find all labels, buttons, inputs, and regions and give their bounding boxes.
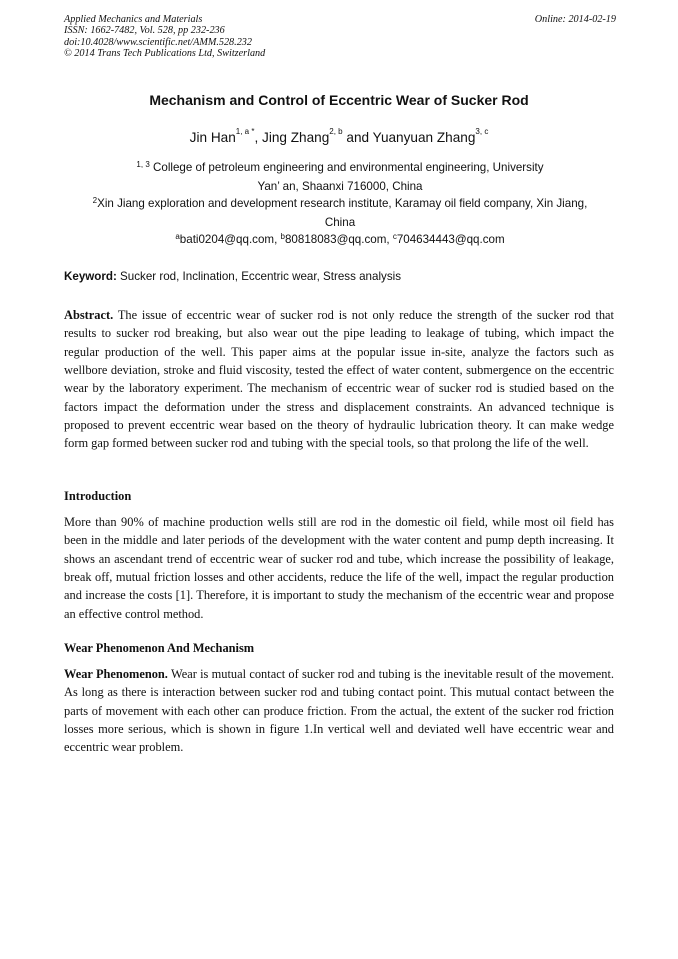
email-link[interactable]: bati0204@qq.com: [179, 233, 275, 246]
section-heading-wear: Wear Phenomenon And Mechanism: [64, 641, 255, 655]
author-name: Jin Han: [189, 130, 236, 145]
author-sup: 2, b: [329, 127, 343, 136]
journal-doi: doi:10.4028/www.scientific.net/AMM.528.232: [64, 36, 252, 48]
section-heading-introduction: Introduction: [64, 489, 132, 503]
affiliation-1: $^{1, 3}$ College of petroleum engineering and environmental engineering, University Yan’ an, Shaanxi 716000, China: [136, 160, 544, 193]
author-name: Jing Zhang: [262, 130, 330, 145]
paper-title: Mechanism and Control of Eccentric Wear of Sucker Rod: [149, 92, 529, 108]
abstract-text: The issue of eccentric wear of sucker rod is not only reduce the strength of the sucker rod that results to sucker rod breaking, but also wear out the pipe leading to leakage of tubing, which impact the regular production of the well. This paper aims at the popular issue in-site, analyze the factors such as wellbore deviation, stroke and fluid viscosity, tested the effect of water content, submergence on the eccentric wear by the laboratory experiment. The mechanism of eccentric wear of sucker rod is studied based on the factors impact the deformation under the stress and displacement constraints. An advanced technique is proposed to prevent eccentric wear based on the theory of hydraulic lubrication theory. It can make wedge form gap formed between sucker rod and tubing with the special tools, so that prolong the life of the well.: [64, 308, 614, 451]
journal-issn: ISSN: 1662-7482, Vol. 528, pp 232-236: [64, 25, 225, 37]
author-list: Jin Han$^{1, a *}$, Jing Zhang$^{2, b}$ and Yuanyuan Zhang$^{3, c}$: [189, 127, 489, 145]
email-link[interactable]: 80818083@qq.com: [284, 233, 387, 246]
affiliation-sup: 1, 3: [136, 160, 150, 169]
wear-text: Wear is mutual contact of sucker rod and tubing is the inevitable result of the movement. As long as there is interaction between sucker rod and tubing contact point. This mutual contact between the parts of movement with each other can produce friction. From the actual, the extent of the sucker rod friction losses more serious, which is shown in figure 1.In vertical well and deviated well have eccentric wear and eccentric wear problem.: [64, 667, 615, 755]
affiliation-2: $^2$Xin Jiang exploration and development research institute, Karamay oil field company, Xin Jiang, China: [92, 196, 588, 229]
journal-name: Applied Mechanics and Materials: [64, 14, 203, 25]
abstract-label: Abstract.: [64, 308, 114, 322]
keywords: [64, 270, 401, 283]
abstract: [64, 306, 614, 453]
keywords-text: Sucker rod, Inclination, Eccentric wear, Stress analysis: [116, 270, 401, 283]
email-link[interactable]: 704634443@qq.com: [396, 233, 505, 246]
author-sup: 1, a *: [235, 127, 255, 136]
online-date: Online: 2014-02-19: [534, 14, 616, 25]
affiliation-sup: 2: [92, 196, 98, 205]
author-sup: 3, c: [475, 127, 489, 136]
introduction-paragraph: More than 90% of machine production wells still are rod in the domestic oil field, while most oil field has been in the middle and later periods of the development with the water content and pump depth increasing. It shows an ascendant trend of eccentric wear of sucker rod and tube, which increase the possibility of leakage, break off, mutual friction losses and other accidents, reduce the life of the well, impact the regular production and increase the costs [1]. Therefore, it is important to study the mechanism of the eccentric wear and propose an effective control method.: [64, 515, 614, 621]
wear-subheading: Wear Phenomenon.: [64, 667, 168, 681]
author-name: Yuanyuan Zhang: [372, 130, 476, 145]
email-list: $^a$bati0204@qq.com, $^b$80818083@qq.com, $^c$704634443@qq.com: [175, 232, 505, 246]
journal-header: [64, 14, 616, 60]
keywords-label: Keyword:: [64, 270, 117, 283]
wear-paragraph: [64, 665, 614, 757]
journal-copyright: © 2014 Trans Tech Publications Ltd, Switzerland: [64, 48, 266, 60]
